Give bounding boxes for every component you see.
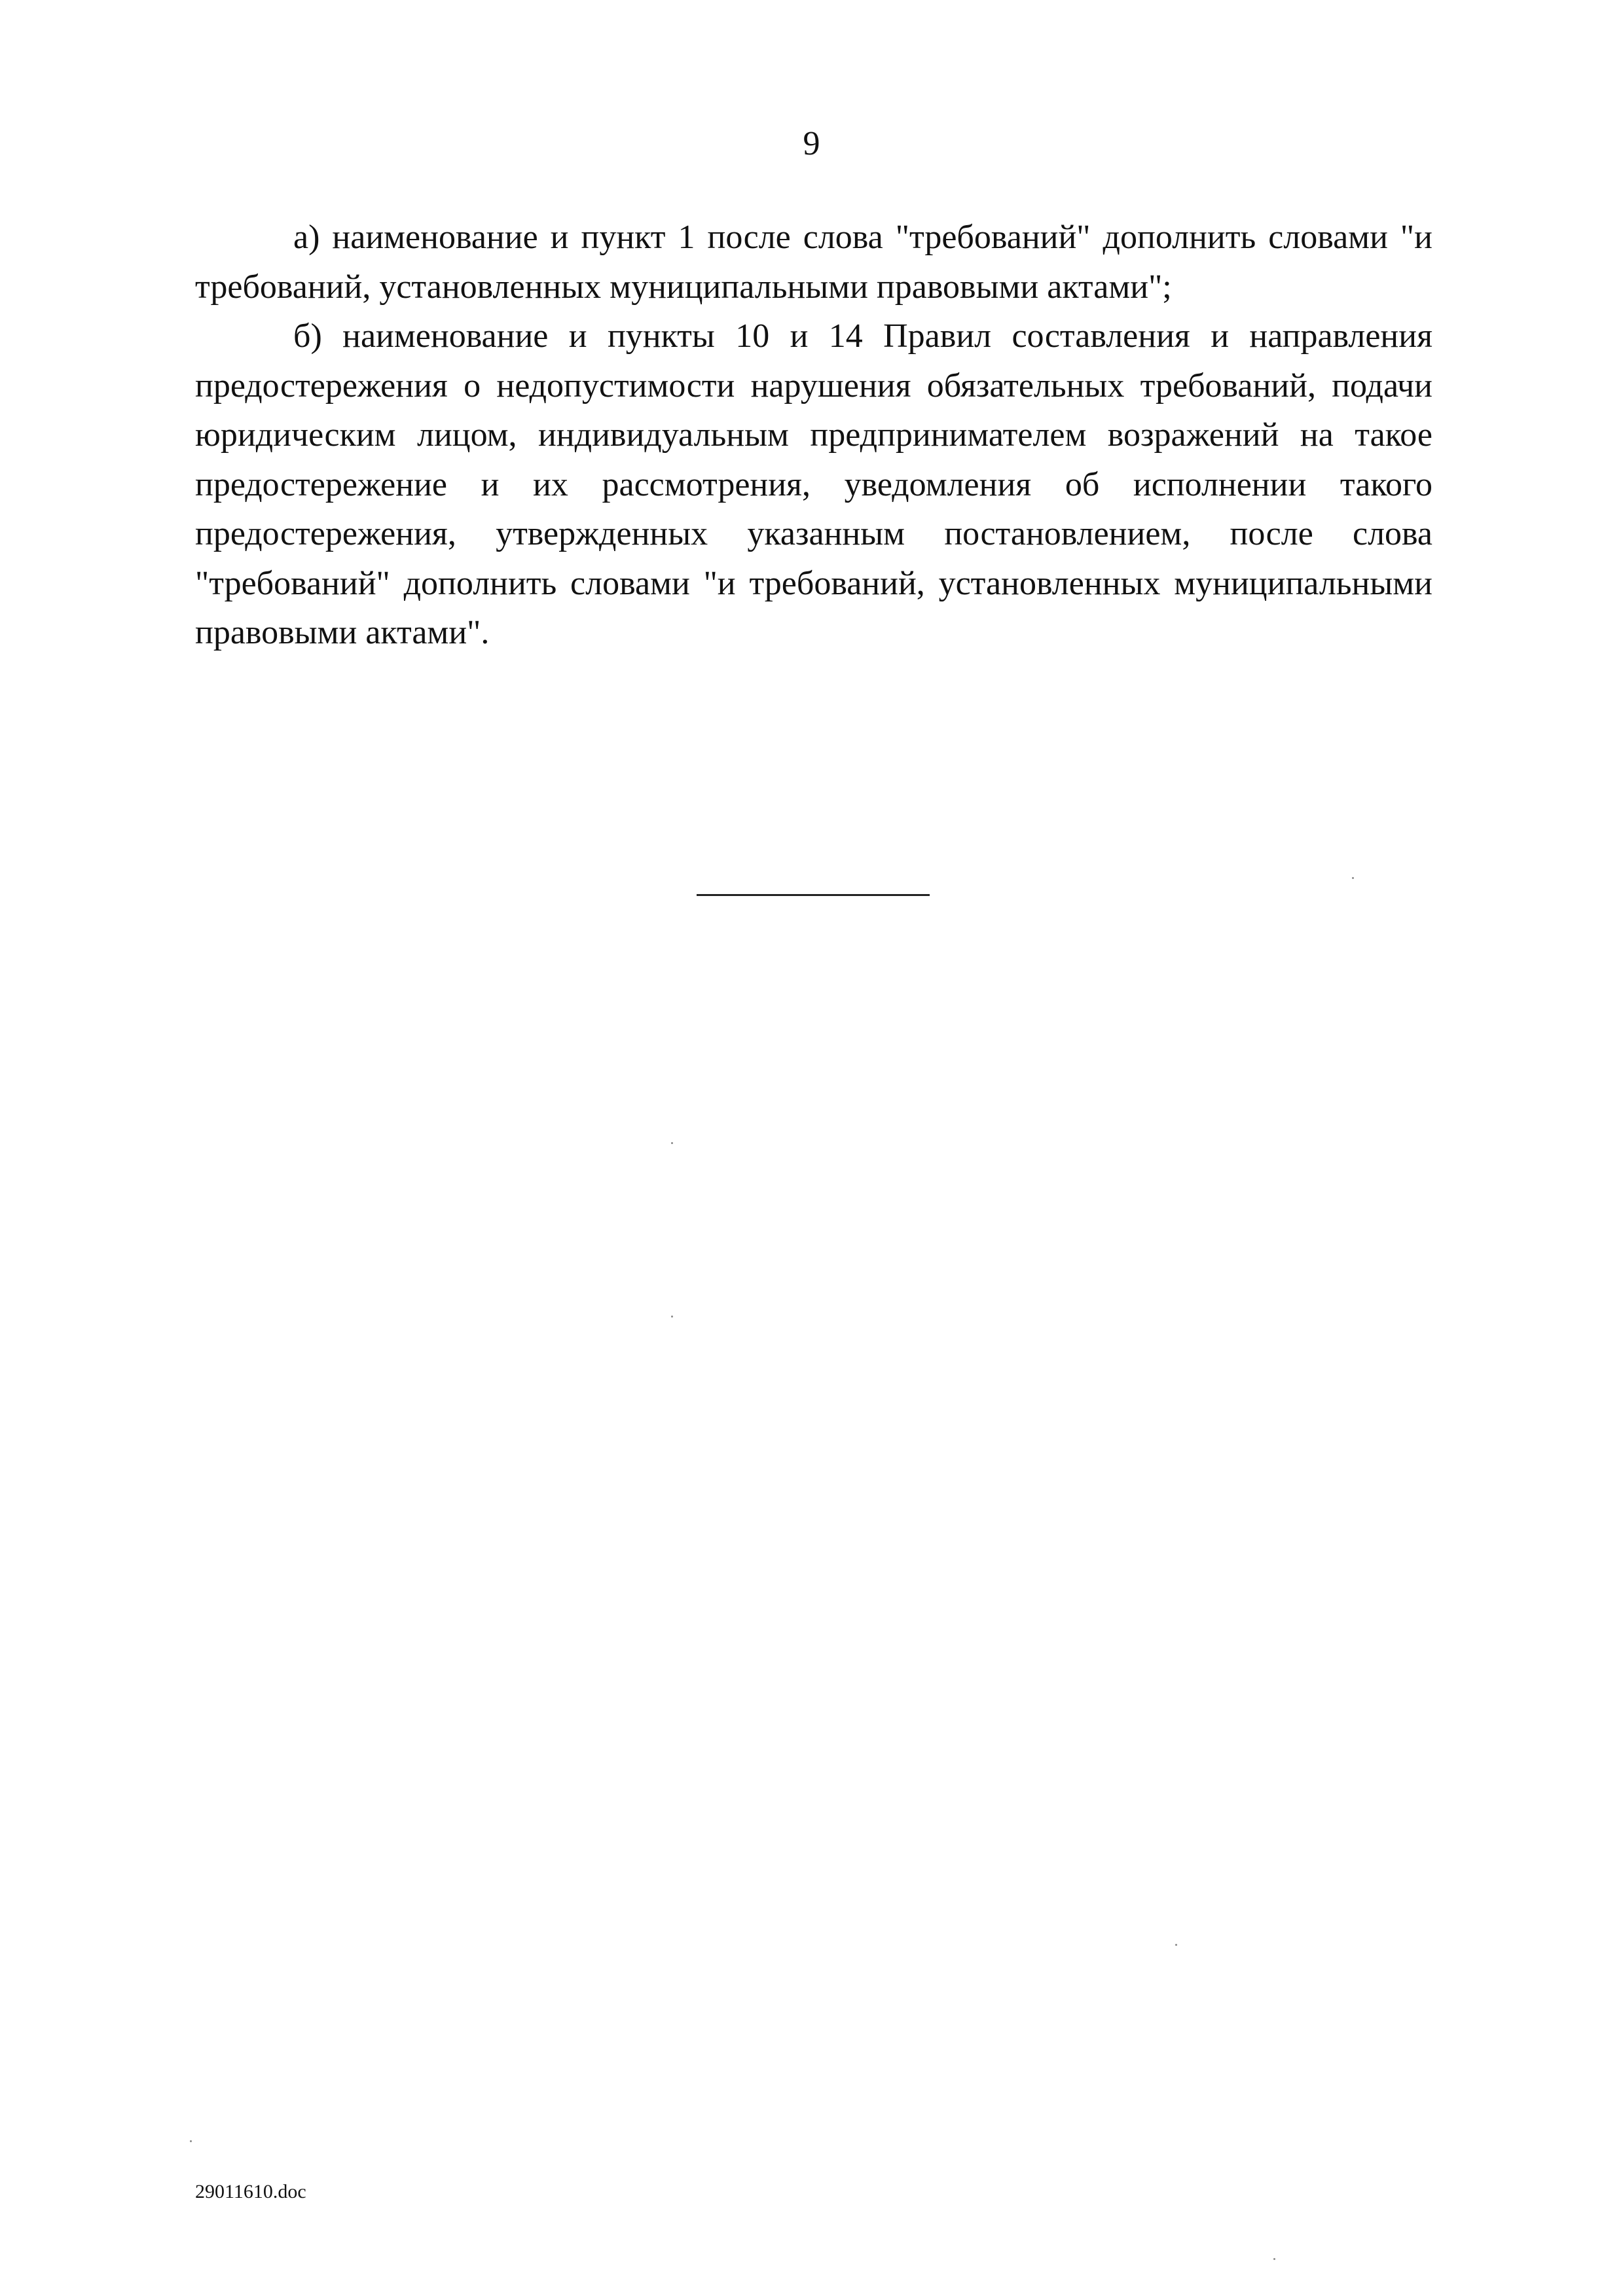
page-number: 9: [803, 125, 820, 162]
paragraph-b: б) наименование и пункты 10 и 14 Правил составления и направления предостережения о недопустимости нарушения обязательных требований, подачи юридическим лицом, индивидуальным предпринимателем возражений на такое предостережение и их рассмотрения, уведомления об исполнении такого предостережения, утвержденных указанным постановлением, после слова "требований" дополнить словами "и требований, установленных муниципальными правовыми актами".: [195, 317, 1432, 651]
scan-speck: [1352, 877, 1354, 879]
end-separator-line: [697, 894, 930, 896]
paragraph-a: а) наименование и пункт 1 после слова "требований" дополнить словами "и требований, установленных муниципальными правовыми актами";: [195, 219, 1432, 306]
scan-speck: [671, 1316, 673, 1318]
scan-speck: [1175, 1944, 1177, 1946]
scan-speck: [671, 1142, 673, 1144]
footer-file-name: 29011610.doc: [195, 2181, 306, 2202]
scan-speck: [1273, 2258, 1275, 2260]
document-body: [195, 213, 1432, 658]
scan-speck: [190, 2140, 192, 2142]
